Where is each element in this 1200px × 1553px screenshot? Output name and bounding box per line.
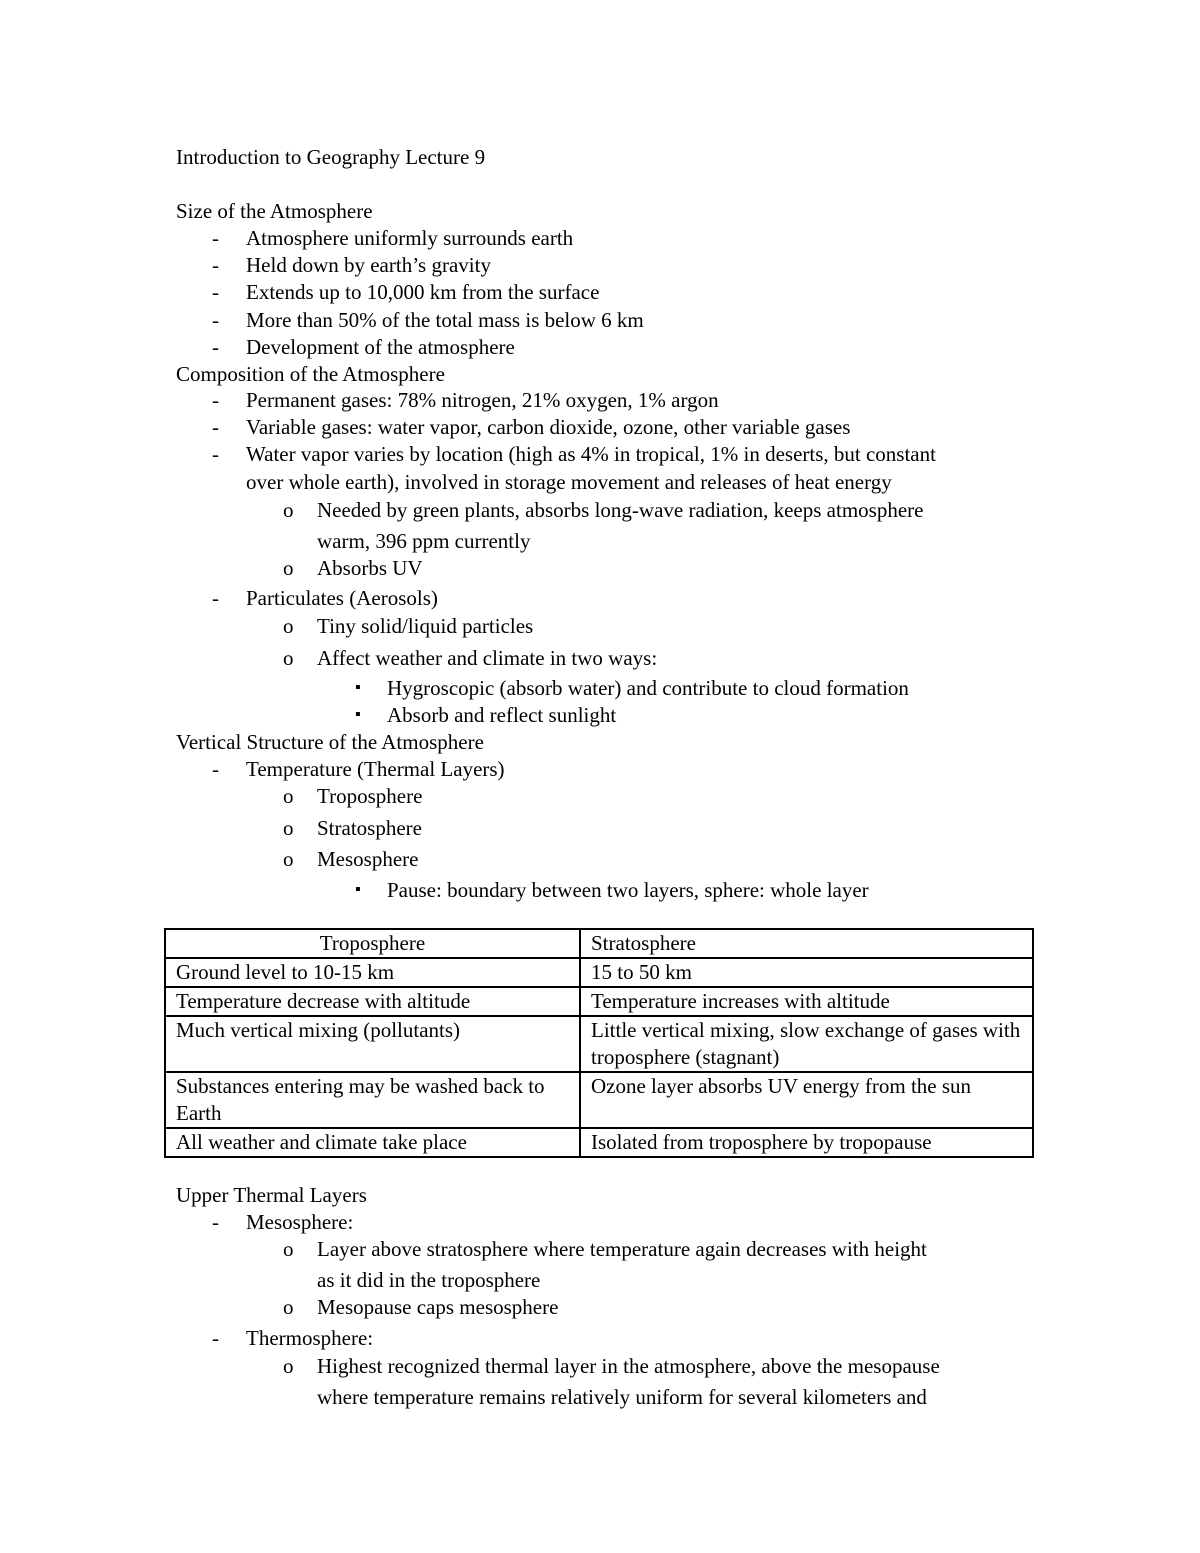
table-cell: Temperature decrease with altitude [165, 987, 580, 1016]
dash-bullet: - [212, 308, 219, 332]
dash-bullet: - [212, 280, 219, 304]
circle-bullet: o [283, 847, 294, 871]
table-header-row [165, 929, 1033, 958]
list-item: Extends up to 10,000 km from the surface [246, 280, 600, 304]
table-cell: Much vertical mixing (pollutants) [165, 1016, 580, 1072]
list-item: Particulates (Aerosols) [246, 586, 438, 610]
atmosphere-comparison-table [164, 928, 1034, 1158]
dash-bullet: - [212, 226, 219, 250]
list-item: Mesosphere: [246, 1210, 354, 1234]
dash-bullet: - [212, 415, 219, 439]
list-item: Held down by earth’s gravity [246, 253, 491, 277]
dash-bullet: - [212, 586, 219, 610]
circle-bullet: o [283, 1237, 294, 1261]
table-row [165, 958, 1033, 987]
sub-list-item: Stratosphere [317, 816, 422, 840]
circle-bullet: o [283, 498, 294, 522]
section-heading-upper: Upper Thermal Layers [176, 1183, 367, 1207]
table-row [165, 1016, 1033, 1072]
table-cell: Temperature increases with altitude [580, 987, 1033, 1016]
circle-bullet: o [283, 614, 294, 638]
list-item: Atmosphere uniformly surrounds earth [246, 226, 574, 250]
table-row [165, 1128, 1033, 1157]
sub-sub-list-item: Absorb and reflect sunlight [387, 703, 617, 727]
sub-list-item: Troposphere [317, 784, 423, 808]
list-item: Water vapor varies by location (high as 4% in tropical, 1% in deserts, but constant [246, 442, 936, 466]
sub-list-item-continuation: where temperature remains relatively uniform for several kilometers and [317, 1385, 927, 1409]
table-cell: Isolated from troposphere by tropopause [580, 1128, 1033, 1157]
circle-bullet: o [283, 1295, 294, 1319]
dash-bullet: - [212, 1326, 219, 1350]
sub-sub-list-item: Hygroscopic (absorb water) and contribute to cloud formation [387, 676, 909, 700]
circle-bullet: o [283, 816, 294, 840]
sub-list-item: Tiny solid/liquid particles [317, 614, 534, 638]
square-bullet: ▪ [355, 881, 361, 898]
circle-bullet: o [283, 1354, 294, 1378]
sub-list-item: Affect weather and climate in two ways: [317, 646, 658, 670]
sub-list-item: Highest recognized thermal layer in the atmosphere, above the mesopause [317, 1354, 940, 1378]
section-heading-composition: Composition of the Atmosphere [176, 362, 445, 386]
sub-list-item: Absorbs UV [317, 556, 423, 580]
section-heading-size: Size of the Atmosphere [176, 199, 373, 223]
table-cell: Ozone layer absorbs UV energy from the sun [580, 1072, 1033, 1128]
dash-bullet: - [212, 757, 219, 781]
sub-list-item: Mesopause caps mesosphere [317, 1295, 559, 1319]
table-cell: Little vertical mixing, slow exchange of gases with troposphere (stagnant) [580, 1016, 1033, 1072]
list-item: Variable gases: water vapor, carbon dioxide, ozone, other variable gases [246, 415, 851, 439]
list-item: Temperature (Thermal Layers) [246, 757, 505, 781]
table-cell: 15 to 50 km [580, 958, 1033, 987]
table-row [165, 987, 1033, 1016]
dash-bullet: - [212, 442, 219, 466]
sub-list-item-continuation: warm, 396 ppm currently [317, 529, 531, 553]
sub-list-item: Needed by green plants, absorbs long-wave radiation, keeps atmosphere [317, 498, 924, 522]
section-heading-vertical: Vertical Structure of the Atmosphere [176, 730, 484, 754]
list-item: Permanent gases: 78% nitrogen, 21% oxygen, 1% argon [246, 388, 719, 412]
circle-bullet: o [283, 784, 294, 808]
dash-bullet: - [212, 1210, 219, 1234]
sub-list-item-continuation: as it did in the troposphere [317, 1268, 541, 1292]
table-cell: Substances entering may be washed back to Earth [165, 1072, 580, 1128]
table-header-stratosphere: Stratosphere [580, 929, 1033, 958]
dash-bullet: - [212, 388, 219, 412]
square-bullet: ▪ [355, 679, 361, 696]
table-header-troposphere: Troposphere [165, 929, 580, 958]
circle-bullet: o [283, 556, 294, 580]
list-item: More than 50% of the total mass is below 6 km [246, 308, 644, 332]
table-cell: All weather and climate take place [165, 1128, 580, 1157]
dash-bullet: - [212, 253, 219, 277]
table-cell: Ground level to 10-15 km [165, 958, 580, 987]
sub-list-item: Mesosphere [317, 847, 419, 871]
list-item-continuation: over whole earth), involved in storage movement and releases of heat energy [246, 470, 892, 494]
square-bullet: ▪ [355, 706, 361, 723]
document-title: Introduction to Geography Lecture 9 [176, 145, 486, 169]
sub-sub-list-item: Pause: boundary between two layers, sphere: whole layer [387, 878, 869, 902]
circle-bullet: o [283, 646, 294, 670]
list-item: Development of the atmosphere [246, 335, 515, 359]
list-item: Thermosphere: [246, 1326, 374, 1350]
dash-bullet: - [212, 335, 219, 359]
sub-list-item: Layer above stratosphere where temperature again decreases with height [317, 1237, 927, 1261]
table-row [165, 1072, 1033, 1128]
